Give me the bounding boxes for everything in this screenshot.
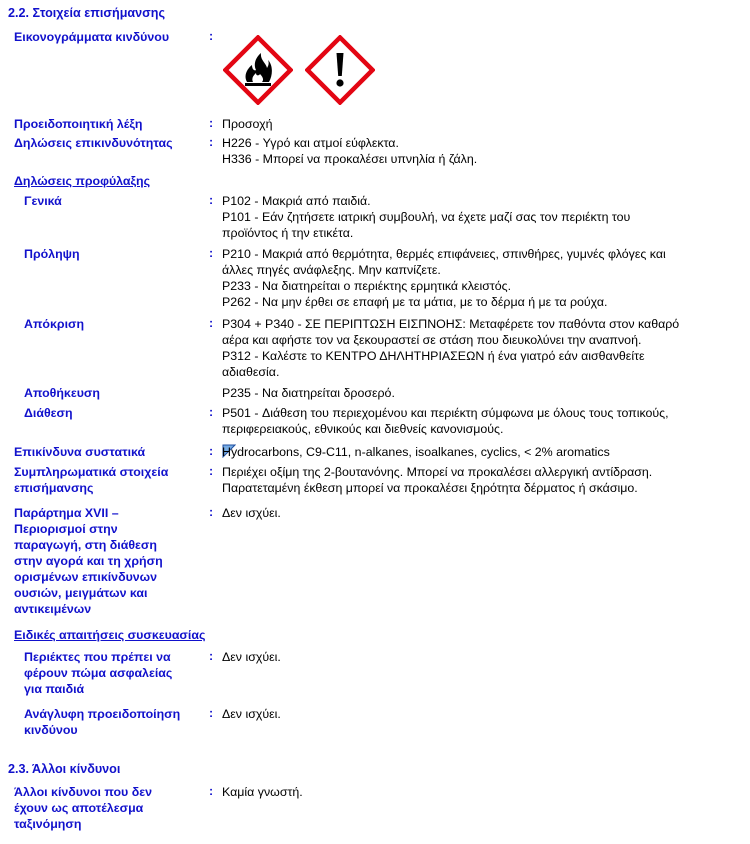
- colon: :: [209, 316, 214, 330]
- section-title-2-3: 2.3. Άλλοι κίνδυνοι: [8, 762, 121, 776]
- other-hazards-label: ταξινόμηση: [14, 817, 82, 831]
- prevention-statement: P233 - Να διατηρείται ο περιέκτης ερμητικά κλειστός.: [222, 279, 512, 293]
- response-statement: P304 + P340 - ΣΕ ΠΕΡΙΠΤΩΣΗ ΕΙΣΠΝΟΗΣ: Μεταφέρετε τον παθόντα στον καθαρό: [222, 317, 680, 331]
- colon: :: [209, 706, 214, 720]
- annex-xvii-label: ορισμένων επικίνδυνων: [14, 570, 158, 584]
- section-title-2-2: 2.2. Στοιχεία επισήμανσης: [8, 6, 166, 20]
- prevention-statement: άλλες πηγές ανάφλεξης. Μην καπνίζετε.: [222, 263, 441, 277]
- colon: :: [209, 116, 214, 130]
- flame-pictogram-icon: [223, 35, 293, 105]
- general-statement: P101 - Εάν ζητήσετε ιατρική συμβουλή, να έχετε μαζί σας τον περιέκτη του: [222, 210, 631, 224]
- hazardous-ingredients: Hydrocarbons, C9-C11, n-alkanes, isoalkanes, cyclics, < 2% aromatics: [222, 445, 610, 459]
- pictograms-label: Εικονογράμματα κινδύνου: [14, 30, 170, 44]
- tactile-warning-label: κινδύνου: [24, 723, 78, 737]
- prevention-statement: P262 - Να μην έρθει σε επαφή με τα μάτια, με το δέρμα ή με τα ρούχα.: [222, 295, 608, 309]
- colon: :: [209, 246, 214, 260]
- colon: :: [209, 464, 214, 478]
- response-label: Απόκριση: [24, 317, 85, 331]
- annex-xvii-label: στην αγορά και τη χρήση: [14, 554, 163, 568]
- response-statement: αδιαθεσία.: [222, 365, 280, 379]
- hazard-statements-label: Δηλώσεις επικινδυνότητας: [14, 136, 173, 150]
- prevention-statement: P210 - Μακριά από θερμότητα, θερμές επιφάνειες, σπινθήρες, γυμνές φλόγες και: [222, 247, 666, 261]
- annex-xvii-label: Παράρτημα XVII –: [14, 506, 119, 520]
- disposal-label: Διάθεση: [24, 406, 73, 420]
- storage-label: Αποθήκευση: [24, 386, 100, 400]
- general-statement: προϊόντος ή την ετικέτα.: [222, 226, 354, 240]
- colon: :: [209, 649, 214, 663]
- hazardous-ingredients-label: Επικίνδυνα συστατικά: [14, 445, 146, 459]
- colon: :: [209, 505, 214, 519]
- child-closures-label: για παιδιά: [24, 682, 85, 696]
- annex-xvii-label: Περιορισμοί στην: [14, 522, 118, 536]
- child-closures-value: Δεν ισχύει.: [222, 650, 281, 664]
- precautionary-statements-heading: Δηλώσεις προφύλαξης: [14, 174, 151, 188]
- child-closures-label: Περιέκτες που πρέπει να: [24, 650, 171, 664]
- colon: :: [209, 784, 214, 798]
- tactile-warning-value: Δεν ισχύει.: [222, 707, 281, 721]
- supplemental-label: Συμπληρωματικά στοιχεία: [14, 465, 169, 479]
- supplemental-label: επισήμανσης: [14, 481, 94, 495]
- colon: :: [209, 444, 214, 458]
- annex-xvii-label: ουσιών, μειγμάτων και: [14, 586, 148, 600]
- signal-word-label: Προειδοποιητική λέξη: [14, 117, 143, 131]
- tactile-warning-label: Ανάγλυφη προειδοποίηση: [24, 707, 181, 721]
- response-statement: αέρα και αφήστε τον να ξεκουραστεί σε στάση που διευκολύνει την αναπνοή.: [222, 333, 642, 347]
- exclamation-mark-pictogram-icon: [305, 35, 375, 105]
- hazard-statement: H336 - Μπορεί να προκαλέσει υπνηλία ή ζάλη.: [222, 152, 478, 166]
- other-hazards-label: Άλλοι κίνδυνοι που δεν: [14, 785, 152, 799]
- prevention-label: Πρόληψη: [24, 247, 80, 261]
- disposal-statement: P501 - Διάθεση του περιεχομένου και περιέκτη σύμφωνα με όλους τους τοπικούς,: [222, 406, 669, 420]
- general-label: Γενικά: [24, 194, 62, 208]
- colon: :: [209, 405, 214, 419]
- colon: :: [209, 135, 214, 149]
- annex-xvii-label: αντικειμένων: [14, 602, 92, 616]
- response-statement: P312 - Καλέστε το ΚΕΝΤΡΟ ΔΗΛΗΤΗΡΙΑΣΕΩΝ ή ένα γιατρό εάν αισθανθείτε: [222, 349, 645, 363]
- hazard-statement: H226 - Υγρό και ατμοί εύφλεκτα.: [222, 136, 399, 150]
- disposal-statement: περιφερειακούς, εθνικούς και διεθνείς κανονισμούς.: [222, 422, 504, 436]
- other-hazards-label: έχουν ως αποτέλεσμα: [14, 801, 144, 815]
- general-statement: P102 - Μακριά από παιδιά.: [222, 194, 371, 208]
- child-closures-label: φέρουν πώμα ασφαλείας: [24, 666, 173, 680]
- supplemental-statement: Παρατεταμένη έκθεση μπορεί να προκαλέσει ξηρότητα δέρματος ή σκάσιμο.: [222, 481, 638, 495]
- supplemental-statement: Περιέχει οξίμη της 2-βουτανόνης. Μπορεί να προκαλέσει αλλεργική αντίδραση.: [222, 465, 653, 479]
- colon: :: [209, 193, 214, 207]
- storage-statement: P235 - Να διατηρείται δροσερό.: [222, 386, 395, 400]
- other-hazards-value: Καμία γνωστή.: [222, 785, 303, 799]
- signal-word: Προσοχή: [222, 117, 273, 131]
- packaging-requirements-heading: Ειδικές απαιτήσεις συσκευασίας: [14, 628, 206, 642]
- colon: :: [209, 29, 214, 43]
- annex-xvii-value: Δεν ισχύει.: [222, 506, 281, 520]
- annex-xvii-label: παραγωγή, στη διάθεση: [14, 538, 157, 552]
